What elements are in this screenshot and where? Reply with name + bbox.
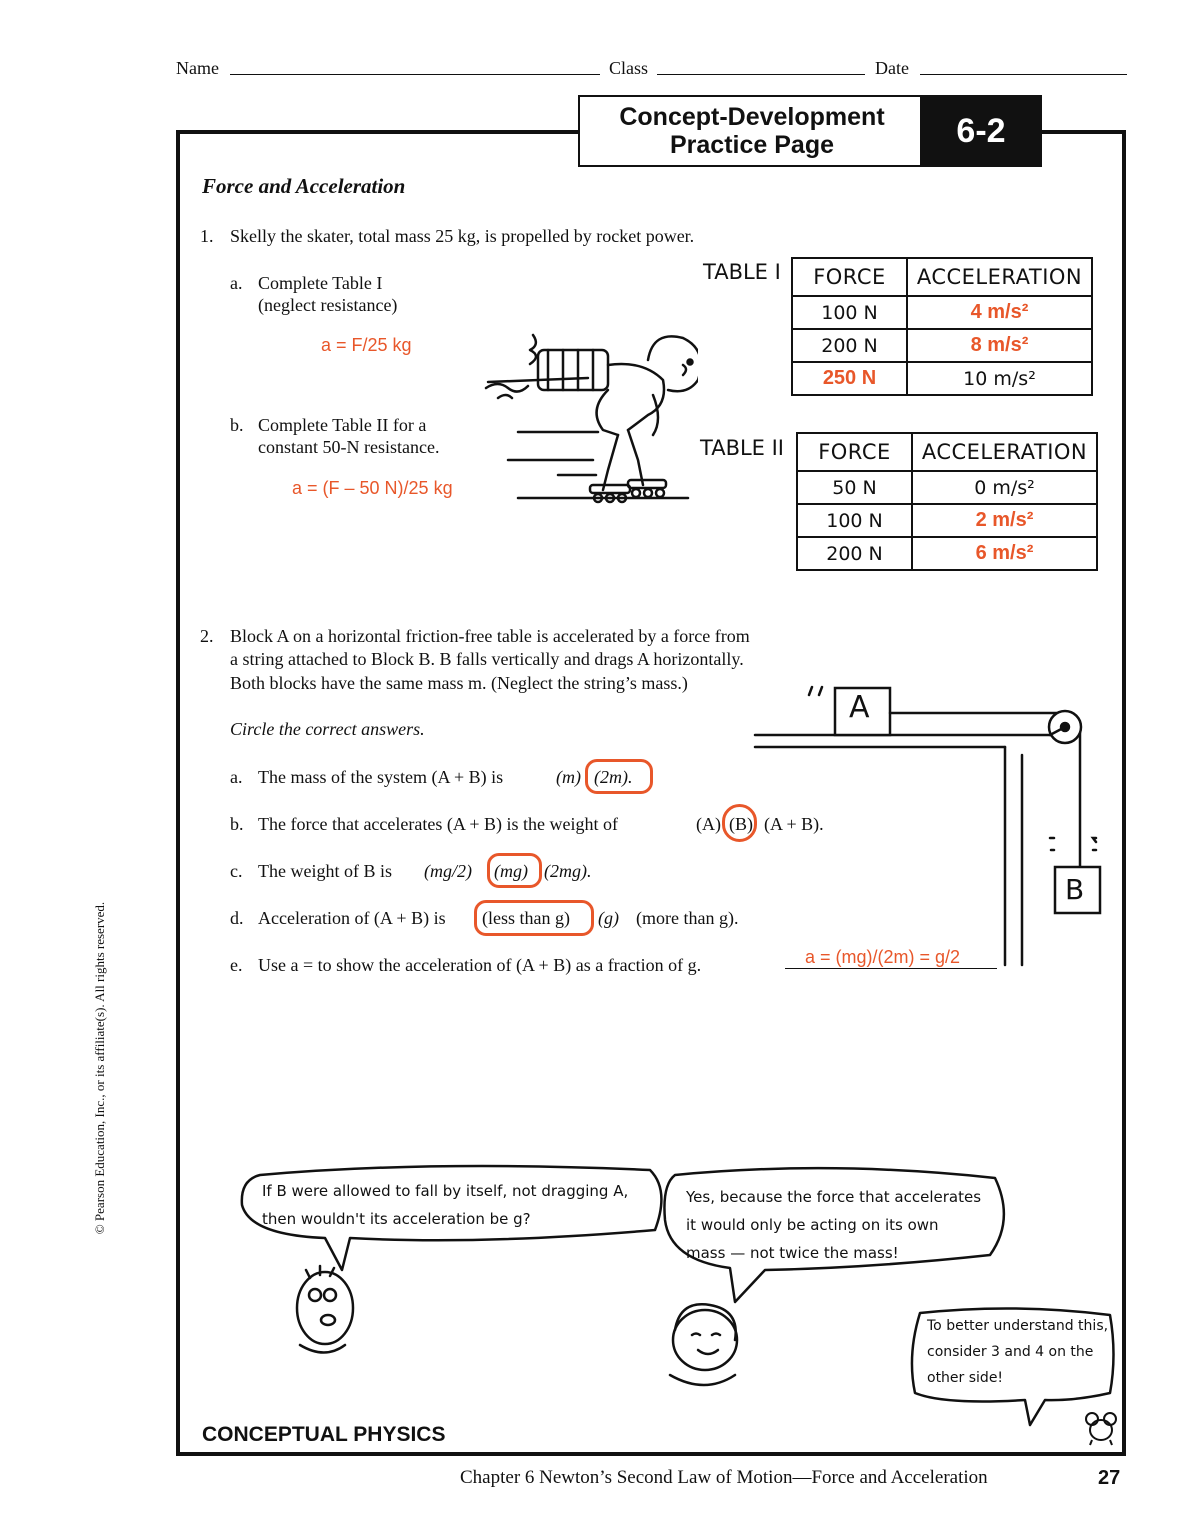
class-field[interactable] [657,74,865,75]
q1a-line1: Complete Table I [258,273,383,293]
q2b-option-a[interactable]: (A) [696,814,721,834]
table1-row3-accel: 10 m/s² [907,362,1092,395]
table2-header-force: FORCE [797,433,912,471]
title-line1: Concept-Development [619,103,885,131]
q2d-option-more[interactable]: (more than g). [636,908,739,928]
page-number-badge: 6-2 [920,95,1042,167]
left-bubble-line1: If B were allowed to fall by itself, not dragging A, [262,1182,629,1200]
skater-illustration [478,320,698,520]
q2-instruction: Circle the correct answers. [230,719,425,739]
date-field[interactable] [920,74,1127,75]
block-a-label: A [849,690,870,725]
section-title: Force and Acceleration [202,174,406,198]
title-line2: Practice Page [670,131,834,159]
chapter-footer: Chapter 6 Newton’s Second Law of Motion—Force and Acceleration [460,1467,988,1488]
table1-row2-force: 200 N [792,329,907,362]
q2e-answer-line [785,968,997,969]
q2b-text: The force that accelerates (A + B) is the weight of [258,814,618,834]
q2d-answer-circle [474,900,594,936]
q2a-option-m[interactable]: (m) [556,767,581,787]
table2-row2-accel: 2 m/s² [912,504,1097,537]
q2d-letter: d. [230,908,244,928]
table2 [796,432,1098,571]
table1-row3-force: 250 N [792,362,907,395]
q1a-line2: (neglect resistance) [258,295,398,315]
table1-label: TABLE I [703,260,781,284]
table1-row2-accel: 8 m/s² [907,329,1092,362]
q2d-text: Acceleration of (A + B) is [258,908,446,928]
table1-row1-force: 100 N [792,296,907,329]
table2-label: TABLE II [700,436,784,460]
q1-number: 1. [200,226,214,246]
q2b-option-b[interactable]: (B) [729,814,753,834]
note-line2: consider 3 and 4 on the [927,1344,1094,1360]
q1b-letter: b. [230,415,244,435]
q2-line2: a string attached to Block B. B falls vertically and drags A horizontally. [230,649,744,669]
right-bubble-line1: Yes, because the force that accelerates [686,1188,982,1206]
page-number: 27 [1098,1467,1121,1489]
q2e-answer: a = (mg)/(2m) = g/2 [805,947,961,967]
q2b-option-ab[interactable]: (A + B). [764,814,824,834]
q2-line3: Both blocks have the same mass m. (Neglect the string’s mass.) [230,673,688,693]
q2a-option-2m[interactable]: (2m). [594,767,633,787]
q1-prompt: Skelly the skater, total mass 25 kg, is propelled by rocket power. [230,226,695,246]
q1a-answer: a = F/25 kg [321,335,412,355]
left-bubble-line2: then wouldn't its acceleration be g? [262,1210,531,1228]
block-b-label: B [1065,873,1085,906]
right-bubble-line2: it would only be acting on its own [686,1216,939,1234]
table1 [791,257,1093,396]
copyright-notice: © Pearson Education, Inc., or its affiliate(s). All rights reserved. [92,901,107,1235]
q2b-letter: b. [230,814,244,834]
q2b-answer-circle [722,804,757,842]
q2-line1: Block A on a horizontal friction-free table is accelerated by a force from [230,626,750,646]
table2-row2-force: 100 N [797,504,912,537]
table2-header-acceleration: ACCELERATION [912,433,1097,471]
q2c-letter: c. [230,861,243,881]
q2c-option-mg2[interactable]: (mg/2) [424,861,472,881]
q2d-option-g[interactable]: (g) [598,908,619,928]
title-box [578,95,926,167]
date-label: Date [875,58,909,78]
q2e-letter: e. [230,955,243,975]
table2-row3-accel: 6 m/s² [912,537,1097,570]
q2e-text: Use a = to show the acceleration of (A + B) as a fraction of g. [258,955,702,975]
note-line1: To better understand this, [927,1318,1109,1334]
q2-number: 2. [200,626,214,646]
q1a-letter: a. [230,273,243,293]
q2a-letter: a. [230,767,243,787]
q2a-text: The mass of the system (A + B) is [258,767,504,787]
q2c-option-mg[interactable]: (mg) [494,861,528,881]
table1-row1-accel: 4 m/s² [907,296,1092,329]
q1b-line1: Complete Table II for a [258,415,427,435]
mouse-icon [1082,1410,1122,1446]
q2a-answer-circle [585,759,653,794]
table2-row1-accel: 0 m/s² [912,471,1097,504]
name-field[interactable] [230,74,600,75]
q2c-answer-circle [487,853,542,888]
table1-header-acceleration: ACCELERATION [907,258,1092,296]
table2-row3-force: 200 N [797,537,912,570]
name-label: Name [176,58,219,78]
q2c-text: The weight of B is [258,861,392,881]
table2-row1-force: 50 N [797,471,912,504]
q2d-option-less[interactable]: (less than g) [482,908,570,928]
q1b-line2: constant 50-N resistance. [258,437,440,457]
q1b-answer: a = (F – 50 N)/25 kg [292,478,453,498]
brand-label: CONCEPTUAL PHYSICS [202,1423,446,1446]
class-label: Class [609,58,649,78]
right-bubble-line3: mass — not twice the mass! [686,1244,899,1262]
q2c-option-2mg[interactable]: (2mg). [544,861,592,881]
note-line3: other side! [927,1370,1004,1386]
table1-header-force: FORCE [792,258,907,296]
